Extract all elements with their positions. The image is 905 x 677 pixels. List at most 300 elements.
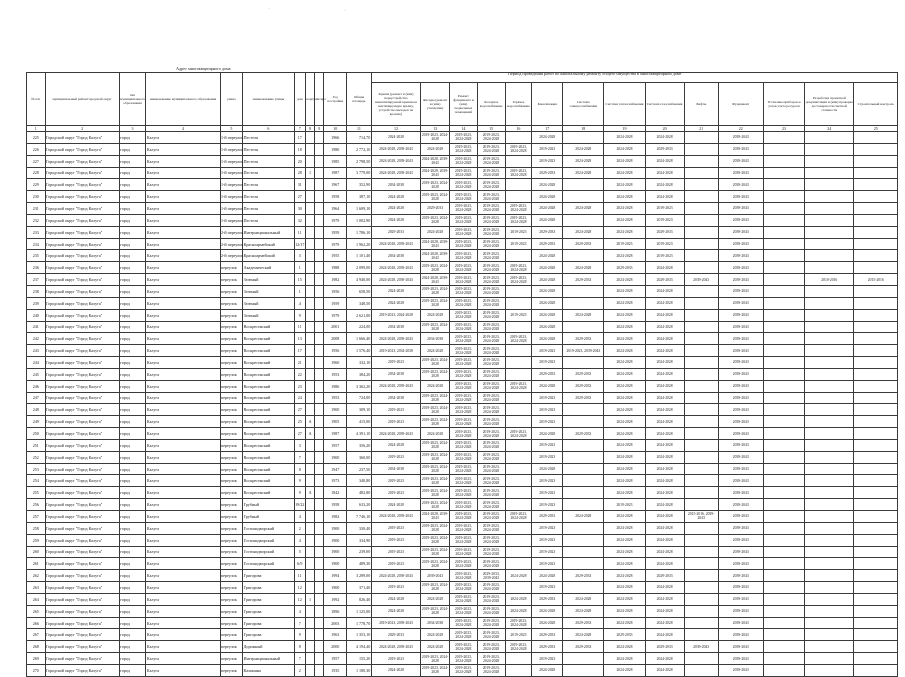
roof-period-cell: 2019-2023, 2024-2028 xyxy=(371,309,420,321)
roof-period-cell: 2034-2038 xyxy=(371,392,420,404)
facade-period-cell: 2019-2023, 2024-2028 xyxy=(421,654,449,663)
house-cell: 2 xyxy=(294,664,305,676)
korpus-cell: 1 xyxy=(305,593,314,605)
cold-water-period-cell: 2019-2023, 2024-2028 xyxy=(477,345,505,357)
area-cell: 1 962,20 xyxy=(347,238,372,250)
district-cell: Городской округ "Город Калуга" xyxy=(45,534,119,546)
control-period-cell xyxy=(854,570,898,582)
korpus-cell xyxy=(305,499,314,511)
cold-water-period-cell: 2019-2023, 2024-2028 xyxy=(477,167,505,179)
row-number: 241 xyxy=(27,321,46,333)
metering-period-cell xyxy=(763,511,804,523)
design-period-cell xyxy=(805,558,854,570)
metering-period-cell xyxy=(763,416,804,428)
power-period-cell: 2024-2028 xyxy=(563,226,604,238)
year-cell: 1980 xyxy=(324,143,347,155)
table-row xyxy=(27,143,898,155)
col-header-house: дом xyxy=(294,73,305,126)
roof-period-cell: 2024-2028, 2039-2043 xyxy=(371,511,420,523)
house-cell: 19/22 xyxy=(294,499,305,511)
metering-period-cell xyxy=(763,582,804,594)
municipality-type-cell: город xyxy=(119,250,146,262)
street-name-cell: Пестеля xyxy=(243,191,294,203)
foundation-period-cell: 2019-2023, 2024-2028 xyxy=(449,238,477,250)
lifts-period-cell xyxy=(684,499,718,511)
stroenie-cell xyxy=(315,285,324,297)
row-number: 236 xyxy=(27,262,46,274)
year-cell: 1992 xyxy=(324,593,347,605)
roof-period-cell: 2019-2023 xyxy=(371,357,420,369)
sewer-period-cell: 2024-2028 xyxy=(532,285,563,297)
municipality-name-cell: Калуга xyxy=(146,297,220,309)
cold-water-period-cell: 2019-2023, 2024-2028 xyxy=(477,274,505,286)
area-cell: 1 180,30 xyxy=(347,664,372,676)
design-period-cell xyxy=(805,392,854,404)
street-name-cell: Интернациональный xyxy=(243,226,294,238)
house-cell: 12 xyxy=(294,582,305,594)
street-name-cell: Воскресенский xyxy=(243,428,294,440)
heat-period-cell: 2024-2028 xyxy=(604,653,645,665)
table-row xyxy=(27,309,898,321)
korpus-cell xyxy=(305,321,314,333)
foundation-period-cell: 2019-2023, 2024-2028 xyxy=(449,617,477,629)
heat-period-cell: 2024-2028 xyxy=(604,333,645,345)
hot-water-period-cell: 2019-2023 xyxy=(505,309,532,321)
row-number: 233 xyxy=(27,226,46,238)
row-number: 230 xyxy=(27,191,46,203)
street-name-cell: Воскресенский xyxy=(243,451,294,463)
year-cell: 1958 xyxy=(324,499,347,511)
col-header-korpus: корпус xyxy=(305,73,314,126)
house-cell: 4 xyxy=(294,534,305,546)
stroenie-cell xyxy=(315,226,324,238)
gas-period-cell: 2029-2033 xyxy=(645,143,684,155)
fundament-period-cell: 2039-2043 xyxy=(718,167,763,179)
stroenie-cell xyxy=(315,605,324,617)
gas-period-cell: 2024-2028 xyxy=(645,511,684,523)
control-period-cell xyxy=(854,262,898,274)
power-period-cell xyxy=(563,404,604,416)
street-name-cell: Зеленый xyxy=(243,309,294,321)
gas-period-cell: 2029-2033 xyxy=(645,226,684,238)
year-cell: 1900 xyxy=(324,522,347,534)
power-period-cell xyxy=(563,132,604,144)
control-period-cell xyxy=(854,155,898,167)
municipality-type-cell: город xyxy=(119,155,146,167)
street-name-cell: Воскресенский xyxy=(243,345,294,357)
row-number: 226 xyxy=(27,143,46,155)
area-cell: 3 779,00 xyxy=(347,167,372,179)
facade-period-cell: 2019-2023, 2024-2028 xyxy=(421,180,449,189)
row-number: 260 xyxy=(27,546,46,558)
korpus-cell xyxy=(305,297,314,309)
year-cell: 1963 xyxy=(324,629,347,641)
stroenie-cell xyxy=(315,333,324,345)
foundation-period-cell: 2019-2023, 2024-2028 xyxy=(449,226,477,238)
heat-period-cell: 2024-2028 xyxy=(604,593,645,605)
heat-period-cell: 2024-2028 xyxy=(604,416,645,428)
row-number: 268 xyxy=(27,641,46,653)
street-name-cell: Красноармейский xyxy=(243,250,294,262)
foundation-period-cell: 2019-2023, 2024-2028 xyxy=(449,404,477,416)
metering-period-cell xyxy=(763,321,804,333)
design-period-cell xyxy=(805,499,854,511)
facade-period-cell: 2019-2023, 2024-2028 xyxy=(421,393,449,402)
design-period-cell xyxy=(805,191,854,203)
hot-water-period-cell xyxy=(505,357,532,369)
municipality-type-cell: город xyxy=(119,641,146,653)
street-type-cell: 1-й переулок xyxy=(220,155,243,167)
metering-period-cell xyxy=(763,522,804,534)
house-cell: 30 xyxy=(294,203,305,215)
korpus-cell xyxy=(305,546,314,558)
street-type-cell: 1-й переулок xyxy=(220,203,243,215)
korpus-cell xyxy=(305,357,314,369)
year-cell: 1953 xyxy=(324,368,347,380)
sewer-period-cell: 2024-2028 xyxy=(532,203,563,215)
municipality-type-cell: город xyxy=(119,285,146,297)
district-cell: Городской округ "Город Калуга" xyxy=(45,167,119,179)
heat-period-cell: 2024-2028 xyxy=(604,132,645,144)
fundament-period-cell: 2039-2043 xyxy=(718,617,763,629)
metering-period-cell xyxy=(763,285,804,297)
area-cell: 2 099,00 xyxy=(347,262,372,274)
district-cell: Городской округ "Город Калуга" xyxy=(45,487,119,499)
power-period-cell: 2024-2028 xyxy=(563,629,604,641)
fundament-period-cell: 2039-2043 xyxy=(718,428,763,440)
street-type-cell: переулок xyxy=(220,262,243,274)
control-period-cell: 2015-2016 xyxy=(854,274,898,286)
metering-period-cell xyxy=(763,439,804,451)
column-number: 1 xyxy=(27,126,46,132)
street-type-cell: переулок xyxy=(220,404,243,416)
lifts-period-cell xyxy=(684,357,718,369)
hot-water-period-cell xyxy=(505,558,532,570)
area-cell: 155,20 xyxy=(347,653,372,665)
area-cell: 330,40 xyxy=(347,522,372,534)
table-row xyxy=(27,250,898,262)
stroenie-cell xyxy=(315,617,324,629)
year-cell: 1960 xyxy=(324,357,347,369)
stroenie-cell xyxy=(315,297,324,309)
stroenie-cell xyxy=(315,191,324,203)
house-cell: 7 xyxy=(294,653,305,665)
design-period-cell xyxy=(805,487,854,499)
district-cell: Городской округ "Город Калуга" xyxy=(45,404,119,416)
fundament-period-cell: 2039-2043 xyxy=(718,653,763,665)
fundament-period-cell: 2039-2043 xyxy=(718,570,763,582)
lifts-period-cell xyxy=(684,463,718,475)
lifts-period-cell xyxy=(684,345,718,357)
control-period-cell xyxy=(854,463,898,475)
foundation-period-cell: 2019-2023, 2024-2028 xyxy=(449,380,477,392)
fundament-period-cell: 2039-2043 xyxy=(718,664,763,676)
gas-period-cell: 2024-2028 xyxy=(645,321,684,333)
col-header-municipality-type: тип муниципального образования xyxy=(119,73,146,126)
cold-water-period-cell: 2019-2023, 2024-2028 xyxy=(477,250,505,262)
hot-water-period-cell xyxy=(505,155,532,167)
table-row xyxy=(27,380,898,392)
street-name-cell: Грубный xyxy=(243,511,294,523)
house-cell: 25 xyxy=(294,416,305,428)
district-cell: Городской округ "Город Калуга" xyxy=(45,558,119,570)
control-period-cell xyxy=(854,617,898,629)
metering-period-cell xyxy=(763,368,804,380)
cold-water-period-cell: 2019-2023, 2024-2028 xyxy=(477,333,505,345)
heat-period-cell: 2024-2028 xyxy=(604,143,645,155)
design-period-cell xyxy=(805,297,854,309)
cold-water-period-cell: 2019-2023, 2024-2028 xyxy=(477,368,505,380)
row-number: 249 xyxy=(27,416,46,428)
sewer-period-cell: 2024-2028 xyxy=(532,321,563,333)
column-number: 8 xyxy=(305,126,314,132)
design-period-cell xyxy=(805,582,854,594)
municipality-type-cell: город xyxy=(119,345,146,357)
sewer-period-cell: 2029-2033 xyxy=(532,511,563,523)
facade-period-cell: 2019-2023, 2024-2028 xyxy=(421,263,449,272)
table-row xyxy=(27,463,898,475)
design-period-cell xyxy=(805,605,854,617)
foundation-period-cell: 2019-2023, 2024-2028 xyxy=(449,203,477,215)
facade-period-cell: 2019-2023, 2024-2028 xyxy=(421,607,449,616)
korpus-cell xyxy=(305,285,314,297)
col-header-street-name: наименование улицы xyxy=(243,73,294,126)
korpus-cell xyxy=(305,214,314,226)
stroenie-cell xyxy=(315,214,324,226)
area-cell: 4 940,00 xyxy=(347,274,372,286)
district-cell: Городской округ "Город Калуга" xyxy=(45,664,119,676)
row-number: 250 xyxy=(27,428,46,440)
facade-period-cell: 2019-2023, 2024-2028 xyxy=(421,358,449,367)
design-period-cell xyxy=(805,380,854,392)
municipality-name-cell: Калуга xyxy=(146,262,220,274)
house-cell: 4 xyxy=(294,511,305,523)
facade-period-cell: 2019-2023, 2024-2028 xyxy=(421,536,449,545)
hot-water-period-cell: 2019-2023, 2024-2028 xyxy=(505,143,532,155)
lifts-period-cell xyxy=(684,262,718,274)
house-cell: 4 xyxy=(294,297,305,309)
col-header-design: Разработка проектной документации и (или) проверка достоверности сметной стоимости xyxy=(805,83,854,126)
sewer-period-cell: 2019-2023 xyxy=(532,558,563,570)
fundament-period-cell: 2039-2043 xyxy=(718,439,763,451)
column-number: 12 xyxy=(371,126,420,132)
cold-water-period-cell: 2019-2023, 2024-2028 xyxy=(477,357,505,369)
municipality-type-cell: город xyxy=(119,487,146,499)
metering-period-cell xyxy=(763,380,804,392)
gas-period-cell: 2024-2028 xyxy=(645,629,684,641)
street-type-cell: переулок xyxy=(220,570,243,582)
row-number: 244 xyxy=(27,357,46,369)
house-cell: 4 xyxy=(294,605,305,617)
korpus-cell: А xyxy=(305,487,314,499)
street-type-cell: переулок xyxy=(220,321,243,333)
metering-period-cell xyxy=(763,191,804,203)
heat-period-cell: 2024-2028 xyxy=(604,250,645,262)
korpus-cell xyxy=(305,582,314,594)
table-row xyxy=(27,558,898,570)
lifts-period-cell xyxy=(684,546,718,558)
sewer-period-cell: 2024-2028 xyxy=(532,191,563,203)
lifts-period-cell xyxy=(684,368,718,380)
heat-period-cell: 2024-2028 xyxy=(604,179,645,191)
table-row xyxy=(27,499,898,511)
street-type-cell: 2-й переулок xyxy=(220,226,243,238)
metering-period-cell xyxy=(763,132,804,144)
row-number: 265 xyxy=(27,605,46,617)
street-name-cell: Дорожный xyxy=(243,641,294,653)
district-cell: Городской округ "Город Калуга" xyxy=(45,333,119,345)
hot-water-period-cell: 2019-2023 xyxy=(505,629,532,641)
fundament-period-cell: 2039-2043 xyxy=(718,250,763,262)
gas-period-cell: 2029-2033 xyxy=(645,570,684,582)
row-number: 252 xyxy=(27,451,46,463)
house-cell: 3 xyxy=(294,250,305,262)
control-period-cell xyxy=(854,357,898,369)
municipality-type-cell: город xyxy=(119,475,146,487)
scan-speck: · xyxy=(344,8,346,14)
power-period-cell: 2029-2033 xyxy=(563,380,604,392)
fundament-period-cell: 2039-2043 xyxy=(718,416,763,428)
street-type-cell: переулок xyxy=(220,463,243,475)
row-number: 270 xyxy=(27,664,46,676)
foundation-period-cell: 2019-2023, 2024-2028 xyxy=(449,582,477,594)
street-name-cell: Гостинодворский xyxy=(243,522,294,534)
area-cell: 724,00 xyxy=(347,392,372,404)
table-row xyxy=(27,582,898,594)
korpus-cell: 1 xyxy=(305,167,314,179)
power-period-cell xyxy=(563,250,604,262)
area-cell: 4 194,40 xyxy=(347,641,372,653)
row-number: 253 xyxy=(27,463,46,475)
house-cell: 32 xyxy=(294,214,305,226)
roof-period-cell: 2019-2023 xyxy=(371,487,420,499)
fundament-period-cell: 2039-2043 xyxy=(718,522,763,534)
row-number: 231 xyxy=(27,203,46,215)
row-number: 262 xyxy=(27,570,46,582)
gas-period-cell: 2024-2028 xyxy=(645,534,684,546)
sewer-period-cell: 2019-2023 xyxy=(532,143,563,155)
column-number: 23 xyxy=(763,126,804,132)
municipality-name-cell: Калуга xyxy=(146,167,220,179)
foundation-period-cell: 2019-2023, 2024-2028 xyxy=(449,511,477,523)
municipality-name-cell: Калуга xyxy=(146,593,220,605)
area-cell: 384,20 xyxy=(347,368,372,380)
year-cell: 1958 xyxy=(324,191,347,203)
row-number: 232 xyxy=(27,214,46,226)
lifts-period-cell xyxy=(684,593,718,605)
control-period-cell xyxy=(854,428,898,440)
korpus-cell xyxy=(305,463,314,475)
municipality-type-cell: город xyxy=(119,203,146,215)
year-cell: 1994 xyxy=(324,570,347,582)
korpus-cell xyxy=(305,570,314,582)
municipality-type-cell: город xyxy=(119,546,146,558)
gas-period-cell: 2024-2028 xyxy=(645,167,684,179)
korpus-cell: А xyxy=(305,416,314,428)
control-period-cell xyxy=(854,392,898,404)
hot-water-period-cell: 2019-2023, 2024-2028 xyxy=(505,214,532,226)
power-period-cell xyxy=(563,439,604,451)
house-cell: 27 xyxy=(294,191,305,203)
gas-period-cell: 2024-2028 xyxy=(645,191,684,203)
street-type-cell: переулок xyxy=(220,333,243,345)
sewer-period-cell: 2024-2028 xyxy=(532,297,563,309)
street-name-cell: Воскресенский xyxy=(243,392,294,404)
heat-period-cell: 2024-2028 xyxy=(604,605,645,617)
korpus-cell xyxy=(305,203,314,215)
control-period-cell xyxy=(854,558,898,570)
power-period-cell: 2024-2028 xyxy=(563,309,604,321)
stroenie-cell xyxy=(315,345,324,357)
facade-period-cell: 2034-2038 xyxy=(421,617,450,629)
control-period-cell xyxy=(854,487,898,499)
column-number: 10 xyxy=(324,126,347,132)
municipality-type-cell: город xyxy=(119,333,146,345)
column-number: 13 xyxy=(421,126,450,132)
metering-period-cell xyxy=(763,262,804,274)
area-cell: 7 746,10 xyxy=(347,511,372,523)
foundation-period-cell: 2019-2023, 2024-2028 xyxy=(449,641,477,653)
street-name-cell: Зеленый xyxy=(243,297,294,309)
foundation-period-cell: 2019-2023, 2024-2028 xyxy=(449,262,477,274)
municipality-type-cell: город xyxy=(119,428,146,440)
fundament-period-cell: 2039-2043 xyxy=(718,333,763,345)
control-period-cell xyxy=(854,511,898,523)
hot-water-period-cell xyxy=(505,404,532,416)
heat-period-cell: 2019-2023 xyxy=(604,238,645,250)
foundation-period-cell: 2019-2023, 2024-2028 xyxy=(449,487,477,499)
design-period-cell xyxy=(805,511,854,523)
municipality-name-cell: Калуга xyxy=(146,522,220,534)
street-type-cell: переулок xyxy=(220,297,243,309)
stroenie-cell xyxy=(315,499,324,511)
roof-period-cell: 2024-2028, 2039-2043 xyxy=(371,238,420,250)
stroenie-cell xyxy=(315,143,324,155)
facade-period-cell: 2019-2023, 2024-2028 xyxy=(421,524,449,533)
fundament-period-cell: 2039-2043 xyxy=(718,297,763,309)
table-row xyxy=(27,155,898,167)
street-type-cell: переулок xyxy=(220,558,243,570)
municipality-type-cell: город xyxy=(119,404,146,416)
municipality-name-cell: Калуга xyxy=(146,511,220,523)
lifts-period-cell xyxy=(684,155,718,167)
sewer-period-cell: 2019-2023 xyxy=(532,534,563,546)
hot-water-period-cell xyxy=(505,487,532,499)
municipality-type-cell: город xyxy=(119,617,146,629)
col-header-power: Система электроснабжения xyxy=(563,83,604,126)
power-period-cell xyxy=(563,522,604,534)
year-cell: 1900 xyxy=(324,546,347,558)
municipality-type-cell: город xyxy=(119,380,146,392)
house-cell: 15 xyxy=(294,274,305,286)
area-cell: 2 772,10 xyxy=(347,143,372,155)
roof-period-cell: 2019-2023 xyxy=(371,522,420,534)
row-number: 239 xyxy=(27,297,46,309)
sewer-period-cell: 2029-2033 xyxy=(532,641,563,653)
lifts-period-cell xyxy=(684,617,718,629)
hot-water-period-cell: 2019-2023 xyxy=(505,238,532,250)
roof-period-cell: 2024-2028, 2039-2043 xyxy=(371,570,420,582)
roof-period-cell: 2019-2023 xyxy=(371,546,420,558)
area-cell: 3 362,20 xyxy=(347,380,372,392)
sewer-period-cell: 2029-2033 xyxy=(532,226,563,238)
street-type-cell: переулок xyxy=(220,546,243,558)
street-type-cell: переулок xyxy=(220,451,243,463)
gas-period-cell: 2024-2028 xyxy=(645,522,684,534)
power-period-cell xyxy=(563,357,604,369)
roof-period-cell: 2024-2028, 2039-2043 xyxy=(371,641,420,653)
area-cell: 332,10 xyxy=(347,357,372,369)
